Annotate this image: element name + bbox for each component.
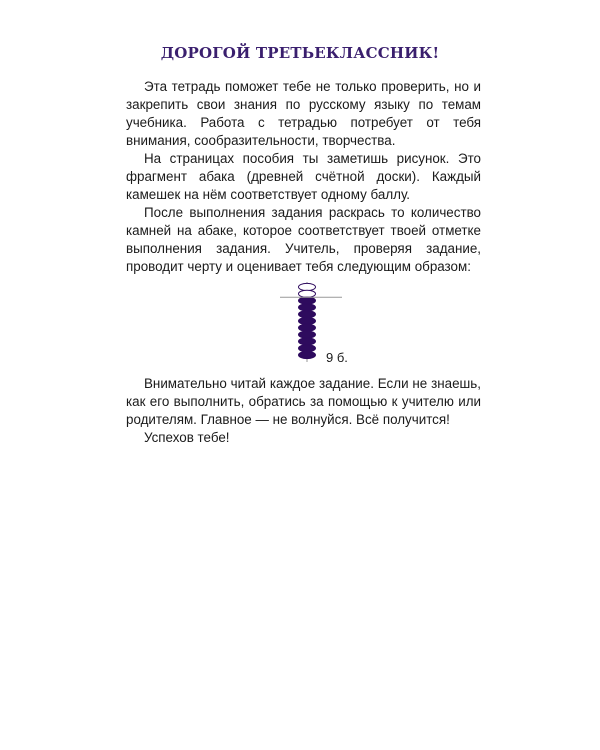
- abacus-figure: [280, 282, 360, 364]
- abacus-bead-filled: [299, 304, 316, 311]
- abacus-bead-filled: [299, 324, 316, 331]
- page-title: ДОРОГОЙ ТРЕТЬЕКЛАССНИК!: [160, 44, 440, 62]
- abacus-bead-filled: [299, 351, 316, 358]
- abacus-bead-empty: [299, 283, 316, 290]
- score-label: 9 б.: [326, 350, 348, 365]
- paragraph: После выполнения задания раскрась то количество камней на абаке, которое соответствует твоей отметке выполнения задания. Учитель, проверяя задание, проводит черту и оценивает тебя следующим образом:: [126, 205, 481, 274]
- abacus-bead-filled: [299, 338, 316, 345]
- abacus-bead-filled: [299, 331, 316, 338]
- abacus-bead-filled: [299, 311, 316, 318]
- abacus-bead-empty: [299, 290, 316, 297]
- abacus-bead-filled: [299, 317, 316, 324]
- paragraph: Внимательно читай каждое задание. Если не знаешь, как его выполнить, обратись за помощью к учителю или родителям. Главное — не волнуйся. Всё получится!: [126, 376, 481, 427]
- abacus-graphic: [280, 282, 360, 364]
- abacus-bead-filled: [299, 345, 316, 352]
- abacus-bead-filled: [299, 297, 316, 304]
- paragraph: Эта тетрадь поможет тебе не только проверить, но и закрепить свои знания по русскому языку по темам учебника. Работа с тетрадью потребует от тебя внимания, сообразительности, творчества.: [126, 79, 481, 148]
- paragraph: Успехов тебе!: [144, 430, 230, 445]
- intro-text: [126, 78, 481, 276]
- closing-text: [126, 375, 481, 447]
- paragraph: На страницах пособия ты заметишь рисунок. Это фрагмент абака (древней счётной доски). Каждый камешек на нём соответствует одному баллу.: [126, 151, 481, 202]
